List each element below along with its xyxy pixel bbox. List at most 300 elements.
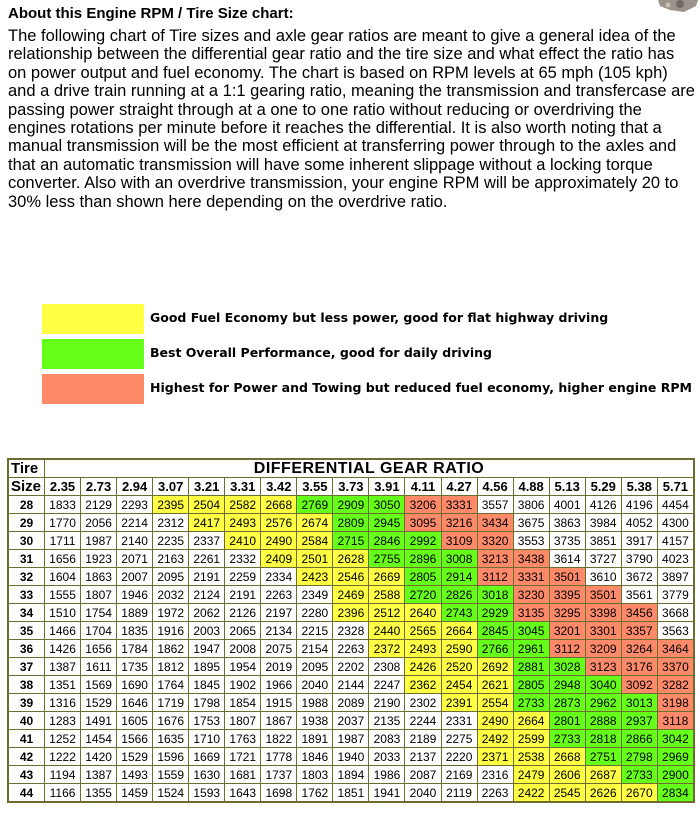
rpm-cell: 3045 <box>514 622 549 639</box>
rpm-cell: 3112 <box>478 568 513 585</box>
rpm-cell: 2669 <box>369 568 404 585</box>
table-title: DIFFERENTIAL GEAR RATIO <box>45 460 693 477</box>
rpm-cell: 2545 <box>550 784 585 801</box>
rpm-cell: 2417 <box>189 514 224 531</box>
rpm-cell: 2888 <box>586 712 621 729</box>
rpm-cell: 2280 <box>297 604 332 621</box>
gear-ratio-header: 4.88 <box>514 478 549 495</box>
rpm-cell: 3118 <box>658 712 693 729</box>
rpm-cell: 2083 <box>369 730 404 747</box>
rpm-cell: 2126 <box>225 604 260 621</box>
rpm-cell: 2293 <box>117 496 152 513</box>
rpm-cell: 1316 <box>45 694 80 711</box>
rpm-cell: 1566 <box>117 730 152 747</box>
rpm-cell: 3398 <box>586 604 621 621</box>
rpm-cell: 2873 <box>550 694 585 711</box>
tire-size-cell: 38 <box>9 676 44 693</box>
rpm-cell: 2599 <box>514 730 549 747</box>
rpm-cell: 2805 <box>514 676 549 693</box>
rpm-cell: 2798 <box>622 748 657 765</box>
table-row <box>9 640 693 657</box>
rpm-cell: 3438 <box>514 550 549 567</box>
rpm-cell: 1676 <box>153 712 188 729</box>
rpm-cell: 2190 <box>369 694 404 711</box>
rpm-cell: 1656 <box>45 550 80 567</box>
rpm-cell: 2334 <box>261 568 296 585</box>
rpm-cell: 1891 <box>297 730 332 747</box>
rpm-cell: 2664 <box>514 712 549 729</box>
rpm-cell: 2154 <box>297 640 332 657</box>
gear-ratio-header: 3.07 <box>153 478 188 495</box>
rpm-cell: 3434 <box>478 514 513 531</box>
rpm-cell: 3135 <box>514 604 549 621</box>
rpm-cell: 1987 <box>333 730 368 747</box>
rpm-cell: 3672 <box>622 568 657 585</box>
rpm-cell: 3370 <box>658 658 693 675</box>
rpm-cell: 1646 <box>117 694 152 711</box>
rpm-cell: 1454 <box>81 730 116 747</box>
rpm-cell: 2493 <box>405 640 440 657</box>
rpm-cell: 2235 <box>153 532 188 549</box>
legend-label: Highest for Power and Towing but reduced fuel economy, higher engine RPM <box>150 380 692 395</box>
intro-paragraph: The following chart of Tire sizes and axle gear ratios are meant to give a general idea of the relationship between the differential gear ratio and the tire size and what effect the ratio has on power output and fuel economy. The chart is based on RPM levels at 65 mph (105 kph) and a drive train running at a 1:1 gearing ratio, meaning the transmission and transfercase are passing power straight through at a one to one ratio without reducing or overdriving the engines rotations per minute before it reaches the differential. It is also worth noting that a manual transmission will be the most efficient at transferring power through to the axles and that an automatic transmission will have some inherent slippage without a locking torque converter. Also with an overdrive transmission, your engine RPM will be approximately 20 to 30% less than shown here depending on the overdrive ratio. <box>8 27 695 211</box>
rpm-cell: 2733 <box>550 730 585 747</box>
rpm-cell: 2197 <box>261 604 296 621</box>
rpm-cell: 2606 <box>550 766 585 783</box>
rpm-cell: 2019 <box>261 658 296 675</box>
rpm-cell: 3727 <box>586 550 621 567</box>
rpm-cell: 1630 <box>189 766 224 783</box>
legend-swatch-green <box>42 339 144 369</box>
rpm-cell: 2692 <box>478 658 513 675</box>
gear-ratio-header: 2.94 <box>117 478 152 495</box>
rpm-cell: 2504 <box>189 496 224 513</box>
rpm-cell: 2302 <box>405 694 440 711</box>
rpm-cell: 2845 <box>478 622 513 639</box>
rpm-cell: 2755 <box>369 550 404 567</box>
rpm-cell: 4052 <box>622 514 657 531</box>
rpm-cell: 3216 <box>442 514 477 531</box>
gear-ratio-header: 5.71 <box>658 478 693 495</box>
rpm-cell: 2065 <box>225 622 260 639</box>
table-title-row <box>9 460 693 477</box>
rpm-cell: 2834 <box>658 784 693 801</box>
rpm-cell: 2189 <box>405 730 440 747</box>
rpm-cell: 2040 <box>297 676 332 693</box>
table-row <box>9 784 693 801</box>
tire-size-cell: 42 <box>9 748 44 765</box>
rpm-cell: 1283 <box>45 712 80 729</box>
rpm-cell: 2169 <box>442 766 477 783</box>
rpm-cell: 2056 <box>81 514 116 531</box>
gear-ratio-header: 4.11 <box>405 478 440 495</box>
rpm-cell: 2124 <box>189 586 224 603</box>
rpm-cell: 2391 <box>442 694 477 711</box>
rpm-cell: 2769 <box>297 496 332 513</box>
rpm-cell: 3357 <box>622 622 657 639</box>
rpm-cell: 2576 <box>261 514 296 531</box>
rpm-cell: 2395 <box>153 496 188 513</box>
rpm-cell: 2214 <box>117 514 152 531</box>
rpm-cell: 2628 <box>333 550 368 567</box>
rpm-cell: 3230 <box>514 586 549 603</box>
gear-ratio-header: 5.38 <box>622 478 657 495</box>
rpm-cell: 1946 <box>117 586 152 603</box>
tire-size-cell: 33 <box>9 586 44 603</box>
rpm-cell: 1846 <box>297 748 332 765</box>
rpm-cell: 1166 <box>45 784 80 801</box>
rpm-cell: 2492 <box>478 730 513 747</box>
rpm-cell: 2501 <box>297 550 332 567</box>
rpm-tire-size-table <box>7 458 695 803</box>
rpm-cell: 3198 <box>658 694 693 711</box>
rpm-cell: 2003 <box>189 622 224 639</box>
rpm-cell: 2372 <box>369 640 404 657</box>
rpm-cell: 2410 <box>225 532 260 549</box>
rpm-cell: 2191 <box>225 586 260 603</box>
rpm-cell: 3851 <box>586 532 621 549</box>
rpm-cell: 2440 <box>369 622 404 639</box>
table-row <box>9 676 693 693</box>
rpm-cell: 3109 <box>442 532 477 549</box>
rpm-cell: 2805 <box>405 568 440 585</box>
rpm-cell: 1510 <box>45 604 80 621</box>
rpm-cell: 3779 <box>658 586 693 603</box>
rpm-cell: 2308 <box>369 658 404 675</box>
rpm-cell: 2220 <box>442 748 477 765</box>
rpm-cell: 1770 <box>45 514 80 531</box>
rpm-cell: 2945 <box>369 514 404 531</box>
rpm-cell: 2275 <box>442 730 477 747</box>
rpm-cell: 1559 <box>153 766 188 783</box>
rpm-cell: 2095 <box>153 568 188 585</box>
rpm-cell: 2493 <box>225 514 260 531</box>
legend-label: Best Overall Performance, good for daily driving <box>150 345 492 360</box>
rpm-cell: 1710 <box>189 730 224 747</box>
rpm-cell: 2909 <box>333 496 368 513</box>
rpm-cell: 1656 <box>81 640 116 657</box>
rpm-cell: 2961 <box>514 640 549 657</box>
rpm-cell: 2129 <box>81 496 116 513</box>
rpm-cell: 3095 <box>405 514 440 531</box>
rpm-cell: 1555 <box>45 586 80 603</box>
rpm-cell: 2818 <box>586 730 621 747</box>
rpm-cell: 2454 <box>442 676 477 693</box>
rpm-cell: 3614 <box>550 550 585 567</box>
rpm-cell: 3331 <box>514 568 549 585</box>
tire-size-cell: 30 <box>9 532 44 549</box>
rpm-cell: 1822 <box>261 730 296 747</box>
rpm-cell: 1596 <box>153 748 188 765</box>
rpm-cell: 3028 <box>550 658 585 675</box>
rpm-cell: 3282 <box>658 676 693 693</box>
rpm-cell: 1854 <box>225 694 260 711</box>
corner-label-size: Size <box>9 478 44 495</box>
rpm-cell: 1867 <box>261 712 296 729</box>
rpm-cell: 2715 <box>333 532 368 549</box>
rpm-cell: 2423 <box>297 568 332 585</box>
rpm-cell: 1593 <box>189 784 224 801</box>
rpm-cell: 2137 <box>405 748 440 765</box>
rpm-cell: 3112 <box>550 640 585 657</box>
rpm-cell: 2992 <box>405 532 440 549</box>
rpm-cell: 2640 <box>405 604 440 621</box>
table-row <box>9 532 693 549</box>
rpm-cell: 1902 <box>225 676 260 693</box>
rpm-cell: 4196 <box>622 496 657 513</box>
tire-size-cell: 35 <box>9 622 44 639</box>
gear-ratio-header: 5.13 <box>550 478 585 495</box>
rpm-cell: 2259 <box>225 568 260 585</box>
gear-ratio-header: 3.42 <box>261 478 296 495</box>
rpm-cell: 4157 <box>658 532 693 549</box>
legend-label: Good Fuel Economy but less power, good for flat highway driving <box>150 310 609 325</box>
rpm-cell: 1252 <box>45 730 80 747</box>
table-row <box>9 604 693 621</box>
rpm-cell: 4023 <box>658 550 693 567</box>
rpm-cell: 1459 <box>117 784 152 801</box>
rpm-cell: 2422 <box>514 784 549 801</box>
gear-ratio-header: 3.73 <box>333 478 368 495</box>
rpm-cell: 2135 <box>369 712 404 729</box>
rpm-cell: 3553 <box>514 532 549 549</box>
gear-ratio-header: 2.73 <box>81 478 116 495</box>
rpm-cell: 3464 <box>658 640 693 657</box>
legend-swatch-red <box>42 374 144 404</box>
rpm-cell: 2409 <box>261 550 296 567</box>
rpm-cell: 2664 <box>442 622 477 639</box>
rpm-cell: 1764 <box>153 676 188 693</box>
rpm-cell: 3042 <box>658 730 693 747</box>
rpm-cell: 1778 <box>261 748 296 765</box>
rpm-cell: 2582 <box>225 496 260 513</box>
rpm-cell: 2490 <box>478 712 513 729</box>
rpm-cell: 2590 <box>442 640 477 657</box>
rpm-cell: 2071 <box>117 550 152 567</box>
gear-ratio-header: 3.21 <box>189 478 224 495</box>
rpm-cell: 3206 <box>405 496 440 513</box>
rpm-cell: 2733 <box>622 766 657 783</box>
rpm-cell: 2896 <box>405 550 440 567</box>
rpm-cell: 2743 <box>442 604 477 621</box>
rpm-cell: 2215 <box>297 622 332 639</box>
rpm-cell: 2134 <box>261 622 296 639</box>
rpm-cell: 2062 <box>189 604 224 621</box>
rpm-cell: 1721 <box>225 748 260 765</box>
rpm-cell: 1466 <box>45 622 80 639</box>
rpm-cell: 2881 <box>514 658 549 675</box>
rpm-cell: 3790 <box>622 550 657 567</box>
rpm-cell: 2469 <box>333 586 368 603</box>
rpm-cell: 1889 <box>117 604 152 621</box>
rpm-cell: 3395 <box>550 586 585 603</box>
rpm-cell: 1915 <box>261 694 296 711</box>
rpm-cell: 1754 <box>81 604 116 621</box>
rpm-cell: 1351 <box>45 676 80 693</box>
rpm-cell: 2687 <box>586 766 621 783</box>
rpm-cell: 2040 <box>405 784 440 801</box>
rpm-cell: 2766 <box>478 640 513 657</box>
rpm-cell: 2261 <box>189 550 224 567</box>
rpm-cell: 2244 <box>405 712 440 729</box>
rpm-cell: 4001 <box>550 496 585 513</box>
rpm-cell: 2328 <box>333 622 368 639</box>
table-row <box>9 694 693 711</box>
rpm-cell: 1803 <box>297 766 332 783</box>
rpm-cell: 2037 <box>333 712 368 729</box>
rpm-cell: 3040 <box>586 676 621 693</box>
rpm-cell: 1763 <box>225 730 260 747</box>
corner-label-tire: Tire <box>9 460 44 477</box>
rpm-cell: 1426 <box>45 640 80 657</box>
rpm-cell: 1737 <box>261 766 296 783</box>
rpm-cell: 1895 <box>189 658 224 675</box>
rpm-cell: 2937 <box>622 712 657 729</box>
rpm-cell: 3176 <box>622 658 657 675</box>
rpm-cell: 1972 <box>153 604 188 621</box>
gear-ratio-header: 2.35 <box>45 478 80 495</box>
tire-size-cell: 34 <box>9 604 44 621</box>
rpm-cell: 1605 <box>117 712 152 729</box>
rpm-cell: 3863 <box>550 514 585 531</box>
table-row <box>9 568 693 585</box>
rpm-cell: 1355 <box>81 784 116 801</box>
rpm-cell: 1863 <box>81 568 116 585</box>
tire-size-cell: 29 <box>9 514 44 531</box>
rpm-cell: 2546 <box>333 568 368 585</box>
rpm-cell: 1711 <box>45 532 80 549</box>
rpm-cell: 2371 <box>478 748 513 765</box>
rpm-cell: 1762 <box>297 784 332 801</box>
rpm-cell: 1923 <box>81 550 116 567</box>
rpm-cell: 2720 <box>405 586 440 603</box>
rpm-cell: 3501 <box>550 568 585 585</box>
rpm-cell: 1643 <box>225 784 260 801</box>
rpm-cell: 3295 <box>550 604 585 621</box>
gear-ratio-header: 5.29 <box>586 478 621 495</box>
rpm-cell: 2331 <box>442 712 477 729</box>
rpm-cell: 2247 <box>369 676 404 693</box>
rpm-cell: 1529 <box>81 694 116 711</box>
rpm-cell: 1986 <box>369 766 404 783</box>
table-row <box>9 748 693 765</box>
rpm-cell: 2337 <box>189 532 224 549</box>
table-row <box>9 550 693 567</box>
tire-size-cell: 28 <box>9 496 44 513</box>
rpm-cell: 1491 <box>81 712 116 729</box>
rpm-cell: 2554 <box>478 694 513 711</box>
ratio-header-row <box>9 478 693 495</box>
rpm-cell: 2033 <box>369 748 404 765</box>
rpm-cell: 1862 <box>153 640 188 657</box>
rpm-cell: 1851 <box>333 784 368 801</box>
rpm-cell: 3563 <box>658 622 693 639</box>
rpm-cell: 3668 <box>658 604 693 621</box>
rpm-cell: 1735 <box>117 658 152 675</box>
rpm-cell: 2668 <box>261 496 296 513</box>
rpm-cell: 1387 <box>81 766 116 783</box>
rpm-cell: 2316 <box>478 766 513 783</box>
rpm-cell: 1941 <box>369 784 404 801</box>
rpm-cell: 2312 <box>153 514 188 531</box>
rpm-cell: 3092 <box>622 676 657 693</box>
rpm-cell: 3501 <box>586 586 621 603</box>
rpm-cell: 3264 <box>622 640 657 657</box>
rpm-cell: 2538 <box>514 748 549 765</box>
rpm-cell: 2089 <box>333 694 368 711</box>
rpm-cell: 1894 <box>333 766 368 783</box>
rpm-cell: 1798 <box>189 694 224 711</box>
rpm-cell: 2362 <box>405 676 440 693</box>
rpm-cell: 3735 <box>550 532 585 549</box>
rpm-cell: 2914 <box>442 568 477 585</box>
gear-ratio-header: 3.31 <box>225 478 260 495</box>
rpm-cell: 2809 <box>333 514 368 531</box>
rpm-cell: 2512 <box>369 604 404 621</box>
rpm-cell: 3610 <box>586 568 621 585</box>
rpm-cell: 1947 <box>189 640 224 657</box>
rpm-cell: 2670 <box>622 784 657 801</box>
rpm-cell: 3557 <box>478 496 513 513</box>
table-row <box>9 730 693 747</box>
rpm-cell: 1704 <box>81 622 116 639</box>
chart-heading: About this Engine RPM / Tire Size chart: <box>8 5 294 22</box>
tire-size-cell: 39 <box>9 694 44 711</box>
rpm-cell: 3561 <box>622 586 657 603</box>
tire-size-cell: 43 <box>9 766 44 783</box>
rpm-cell: 1669 <box>189 748 224 765</box>
rpm-cell: 1988 <box>297 694 332 711</box>
rpm-cell: 2191 <box>189 568 224 585</box>
rpm-cell: 3013 <box>622 694 657 711</box>
rpm-cell: 2144 <box>333 676 368 693</box>
rpm-cell: 1940 <box>333 748 368 765</box>
rpm-cell: 1938 <box>297 712 332 729</box>
rpm-cell: 2751 <box>586 748 621 765</box>
rpm-cell: 2900 <box>658 766 693 783</box>
gear-ratio-header: 4.27 <box>442 478 477 495</box>
rpm-cell: 3984 <box>586 514 621 531</box>
rpm-cell: 2565 <box>405 622 440 639</box>
rpm-cell: 2866 <box>622 730 657 747</box>
rpm-cell: 2075 <box>261 640 296 657</box>
rpm-cell: 3456 <box>622 604 657 621</box>
rpm-cell: 4300 <box>658 514 693 531</box>
rpm-cell: 2095 <box>297 658 332 675</box>
rpm-cell: 3018 <box>478 586 513 603</box>
rpm-cell: 3301 <box>586 622 621 639</box>
tire-size-cell: 32 <box>9 568 44 585</box>
table-row <box>9 496 693 513</box>
tire-size-cell: 37 <box>9 658 44 675</box>
engine-image <box>580 0 700 14</box>
rpm-cell: 3201 <box>550 622 585 639</box>
table-row <box>9 658 693 675</box>
rpm-cell: 1833 <box>45 496 80 513</box>
rpm-cell: 1681 <box>225 766 260 783</box>
rpm-cell: 1966 <box>261 676 296 693</box>
table-row <box>9 586 693 603</box>
rpm-cell: 3806 <box>514 496 549 513</box>
rpm-cell: 2087 <box>405 766 440 783</box>
rpm-cell: 1807 <box>81 586 116 603</box>
rpm-cell: 2349 <box>297 586 332 603</box>
table-row <box>9 622 693 639</box>
rpm-cell: 1719 <box>153 694 188 711</box>
rpm-cell: 2008 <box>225 640 260 657</box>
rpm-cell: 1635 <box>153 730 188 747</box>
rpm-cell: 2520 <box>442 658 477 675</box>
